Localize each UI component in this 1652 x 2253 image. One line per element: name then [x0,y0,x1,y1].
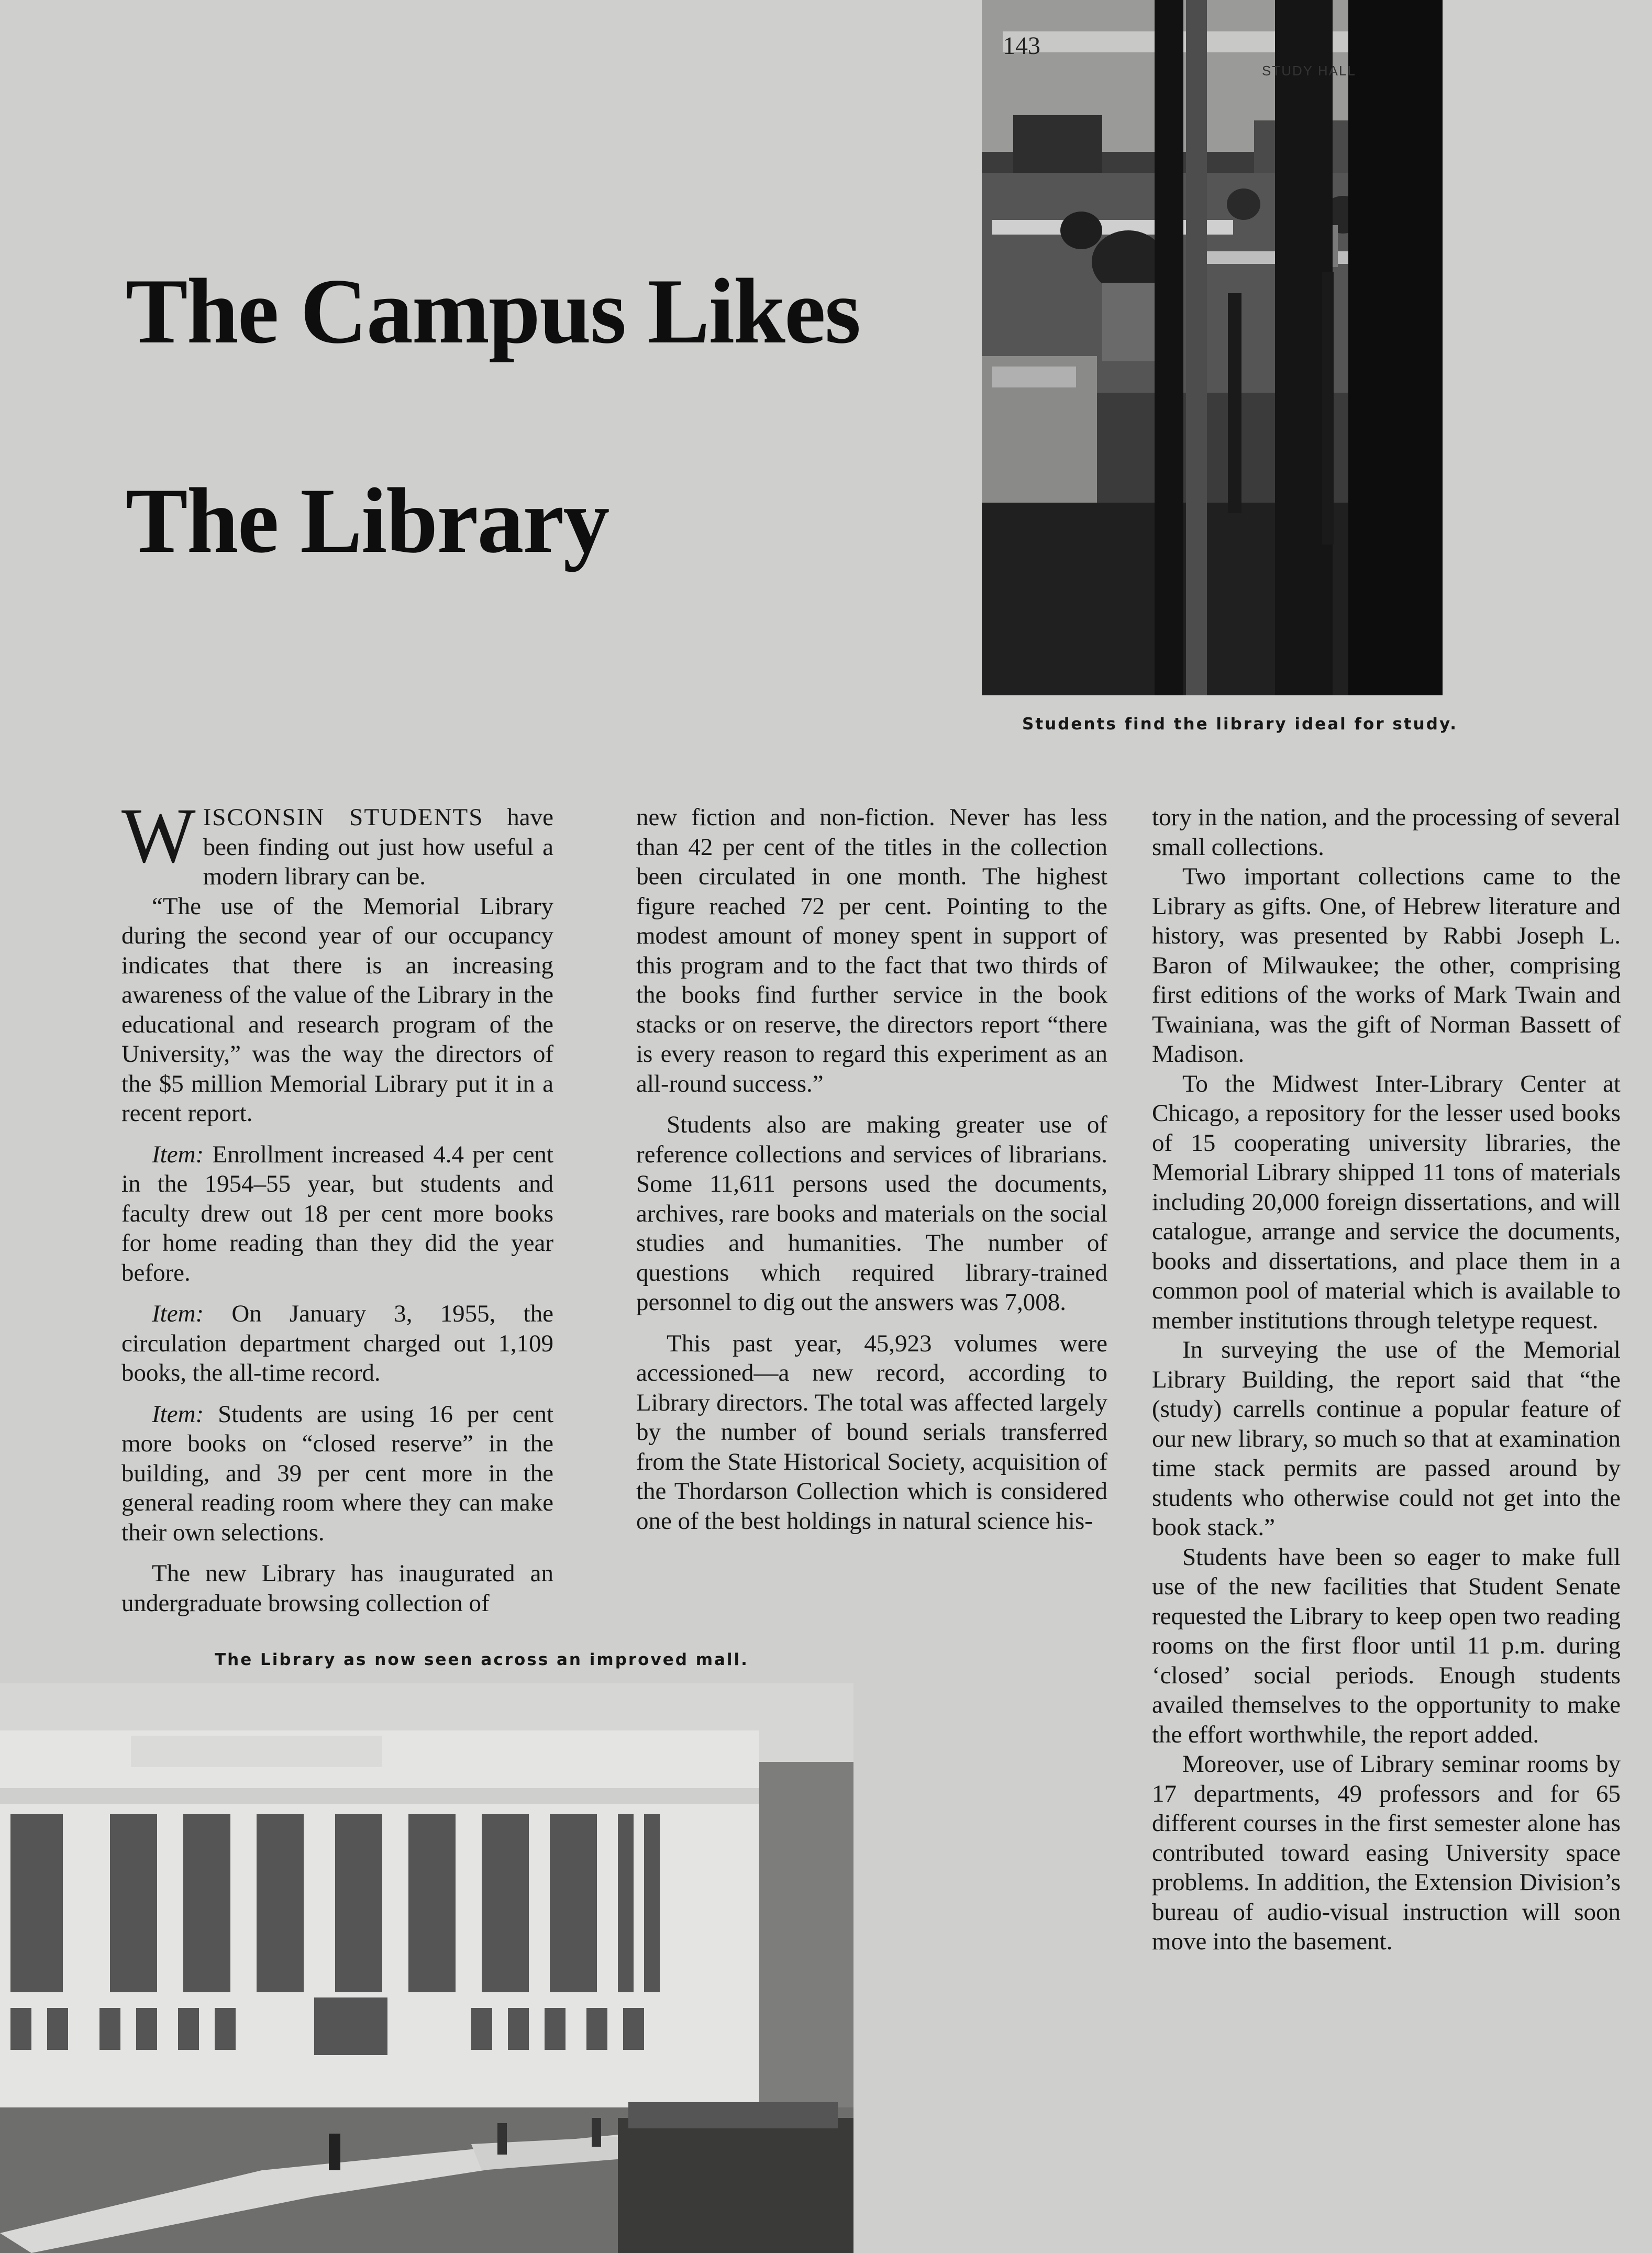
paragraph: tory in the nation, and the processing of several small collections. [1152,804,1621,861]
paragraph [121,1299,553,1388]
room-number-sign: 143 [1003,32,1040,60]
lead-in: ISCONSIN STUDENTS [203,804,484,831]
article-title-line1: The Campus Likes [126,259,860,363]
item-label: Item: [152,1140,204,1168]
paragraph: In surveying the use of the Memorial Library Building, the report said that “the (study) carrells continue a popular feature of our new library, so much so that at examination time stack permits are passed around by students who otherwise could not get into the book stack.” [1152,1336,1621,1541]
room-sign: STUDY HALL [1262,63,1356,79]
paragraph-text: have been finding out just how useful a modern library can be. [203,804,553,890]
article-column-3 [1152,803,1621,1957]
paragraph-text: Enrollment increased 4.4 per cent in the 1954–55 year, but students and faculty drew out 18 per cent more books for home reading than they did the year before. [121,1140,553,1286]
library-photo-caption: The Library as now seen across an improved mall. [215,1650,749,1669]
paragraph: Students also are making greater use of reference collections and services of librarians. Some 11,611 persons used the documents, archives, rare books and materials on the social studies and humanities. The number of questions which required library-trained personnel to dig out the answers was 7,008. [636,1111,1107,1316]
study-room-photo [982,0,1443,695]
paragraph-text: On January 3, 1955, the circulation department charged out 1,109 books, the all-time record. [121,1300,553,1386]
drop-cap: W [121,792,196,879]
paragraph [121,1400,553,1548]
paragraph: To the Midwest Inter-Library Center at Chicago, a repository for the lesser used books of 15 cooperating university libraries, the Memorial Library shipped 11 tons of materials including 20,000 foreign dissertations, and will catalogue, arrange and service the documents, books and dissertations, and place them in a common pool of material which is available to member institutions through teletype request. [1152,1070,1621,1334]
paragraph: The new Library has inaugurated an undergraduate browsing collection of [121,1560,553,1617]
article-title-line2: The Library [126,469,609,572]
item-label: Item: [152,1400,204,1428]
paragraph [121,1140,553,1288]
paragraph-text: Students are using 16 per cent more books on “closed reserve” in the building, and 39 per cent more in the general reading room where they can make their own selections. [121,1400,553,1546]
paragraph: “The use of the Memorial Library during the second year of our occupancy indicates that there is an increasing awareness of the value of the Library in the educational and research program of the University,” was the way the directors of the $5 million Memorial Library put it in a recent report. [121,892,553,1127]
paragraph [121,792,553,892]
article-column-1 [121,792,553,1618]
library-building-photo [0,1683,853,2253]
paragraph: Students have been so eager to make full use of the new facilities that Student Senate requested the Library to keep open two reading rooms on the first floor until 11 p.m. during ‘closed’ social periods. Enough students availed themselves to the opportunity to make the effort worthwhile, the report added. [1152,1543,1621,1748]
paragraph: new fiction and non-fiction. Never has less than 42 per cent of the titles in the collection been circulated in one month. The highest figure reached 72 per cent. Pointing to the modest amount of money spent in support of this program and to the fact that two thirds of the books find further service in the book stacks or on reserve, the directors report “there is every reason to regard this experiment as an all-round success.” [636,804,1107,1097]
paragraph: This past year, 45,923 volumes were accessioned—a new record, according to Library directors. The total was affected largely by the number of bound serials transferred from the State Historical Society, acquisition of the Thordarson Collection which is considered one of the best holdings in natural science his- [636,1329,1107,1535]
paragraph: Moreover, use of Library seminar rooms by 17 departments, 49 professors and for 65 different courses in the first semester alone has contributed toward easing University space problems. In addition, the Extension Division’s bureau of audio-visual instruction will soon move into the basement. [1152,1750,1621,1955]
study-photo-caption: Students find the library ideal for study. [1022,715,1458,734]
article-column-2 [636,803,1107,1536]
paragraph: Two important collections came to the Library as gifts. One, of Hebrew literature and history, was presented by Rabbi Joseph L. Baron of Milwaukee; the other, comprising first editions of the works of Mark Twain and Twainiana, was the gift of Norman Bassett of Madison. [1152,863,1621,1068]
item-label: Item: [152,1300,204,1327]
